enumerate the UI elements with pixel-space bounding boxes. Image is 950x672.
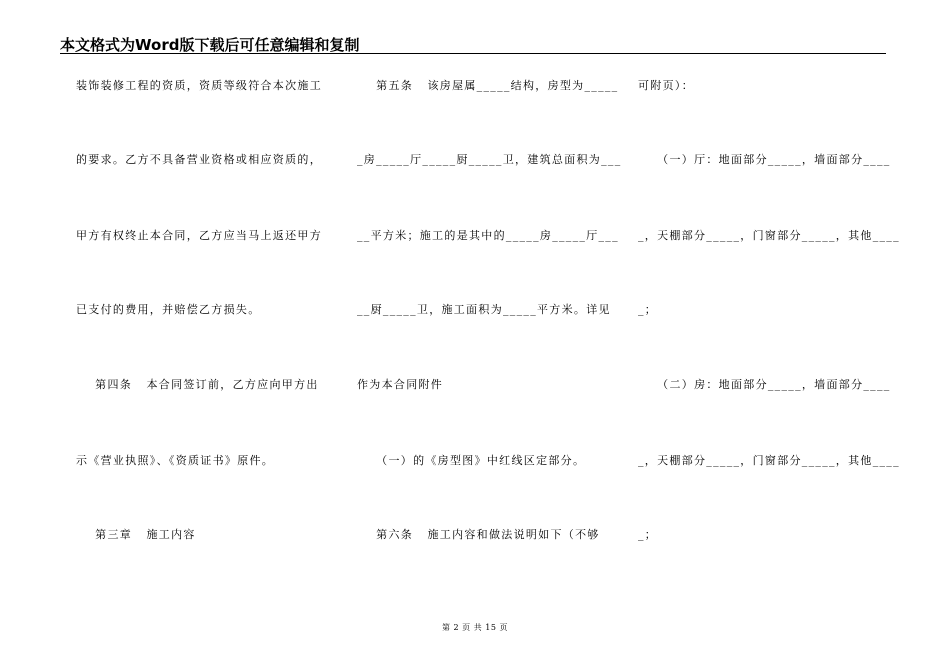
text-line: __厨_____卫，施工面积为_____平方米。详见 [357,303,611,316]
header-title: 本文格式为Word版下载后可任意编辑和复制 [60,36,360,54]
text-line: （二）房：地面部分_____，墙面部分____ [638,378,891,391]
text-line: _； [638,303,658,316]
text-line: 第六条 施工内容和做法说明如下（不够 [357,528,600,541]
text-line: __平方米；施工的是其中的_____房_____厅___ [357,229,619,242]
text-line: （一）的《房型图》中红线区定部分。 [357,454,586,467]
page-number: 第 2 页 共 15 页 [442,623,508,632]
text-line: _，天棚部分_____，门窗部分_____，其他____ [638,229,900,242]
text-line: 示《营业执照》、《资质证书》原件。 [76,454,275,467]
document-header [60,33,886,54]
text-line: 第五条 该房屋属_____结构，房型为_____ [357,79,619,92]
text-line: 甲方有权终止本合同，乙方应当马上返还甲方 [76,229,322,242]
text-line: 可附页）： [638,79,694,92]
text-line: 装饰装修工程的资质，资质等级符合本次施工 [76,79,322,92]
text-line: _，天棚部分_____，门窗部分_____，其他____ [638,454,900,467]
text-line: 已支付的费用，并赔偿乙方损失。 [76,303,261,316]
text-line: 第四条 本合同签订前，乙方应向甲方出 [76,378,319,391]
text-line: 的要求。乙方不具备营业资格或相应资质的， [76,153,322,166]
text-line: 第三章 施工内容 [76,528,196,541]
text-line: _； [638,528,658,541]
text-line: _房_____厅_____厨_____卫，建筑总面积为___ [357,153,622,166]
text-line: （一）厅：地面部分_____，墙面部分____ [638,153,891,166]
text-line: 作为本合同附件 [357,378,444,391]
